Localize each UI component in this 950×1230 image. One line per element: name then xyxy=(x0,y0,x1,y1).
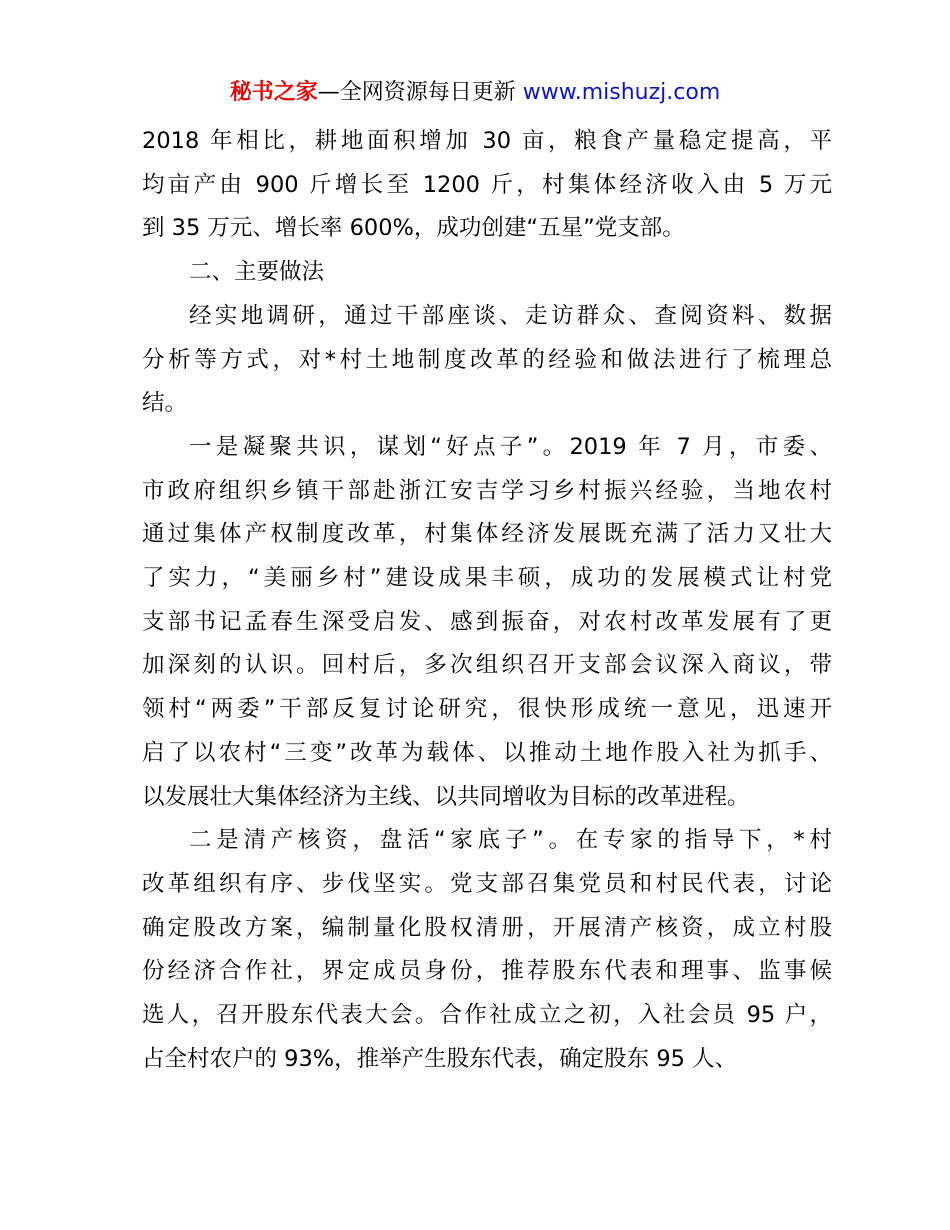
header-tagline: —全网资源每日更新 xyxy=(317,80,523,105)
text-line: 市政府组织乡镇干部赴浙江安吉学习乡村振兴经验，当地农村 xyxy=(142,477,832,504)
text-line: 二是清产核资，盘活“家底子”。在专家的指导下，*村 xyxy=(189,827,832,854)
text-line: 选人，召开股东代表大会。合作社成立之初，入社会员 95 户， xyxy=(142,1002,832,1029)
text-line: 确定股改方案，编制量化股权清册，开展清产核资，成立村股 xyxy=(142,914,832,941)
text-line: 通过集体产权制度改革，村集体经济发展既充满了活力又壮大 xyxy=(142,521,832,548)
heading-text: 二、主要做法 xyxy=(189,259,325,286)
document-body xyxy=(142,120,832,1081)
text-line: 经实地调研，通过干部座谈、走访群众、查阅资料、数据 xyxy=(189,302,832,329)
text-line: 均亩产由 900 斤增长至 1200 斤，村集体经济收入由 5 万元 xyxy=(142,171,832,198)
text-line: 结。 xyxy=(142,390,188,417)
text-line: 占全村农户的 93%，推举产生股东代表，确定股东 95 人、 xyxy=(142,1045,738,1072)
text-line: 到 35 万元、增长率 600%，成功创建“五星”党支部。 xyxy=(142,215,685,242)
site-url-link[interactable]: www.mishuzj.com xyxy=(522,80,721,105)
text-line: 份经济合作社，界定成员身份，推荐股东代表和理事、监事候 xyxy=(142,958,832,985)
paragraph xyxy=(142,819,832,1081)
brand-name: 秘书之家 xyxy=(229,80,318,105)
paragraph-continuation xyxy=(142,120,832,251)
text-line: 分析等方式，对*村土地制度改革的经验和做法进行了梳理总 xyxy=(142,346,832,373)
text-line: 领村“两委”干部反复讨论研究，很快形成统一意见，迅速开 xyxy=(142,696,832,723)
text-line: 启了以农村“三变”改革为载体、以推动土地作股入社为抓手、 xyxy=(142,739,832,766)
section-heading xyxy=(142,251,832,295)
text-line: 以发展壮大集体经济为主线、以共同增收为目标的改革进程。 xyxy=(142,783,750,810)
text-line: 改革组织有序、步伐坚实。党支部召集党员和村民代表，讨论 xyxy=(142,870,832,897)
page-header xyxy=(0,78,950,108)
text-line: 2018 年相比，耕地面积增加 30 亩，粮食产量稳定提高，平 xyxy=(142,128,832,154)
paragraph xyxy=(142,426,832,819)
text-line: 支部书记孟春生深受启发、感到振奋，对农村改革发展有了更 xyxy=(142,608,832,635)
text-line: 加深刻的认识。回村后，多次组织召开支部会议深入商议，带 xyxy=(142,652,832,679)
text-line: 了实力，“美丽乡村”建设成果丰硕，成功的发展模式让村党 xyxy=(142,565,832,592)
paragraph xyxy=(142,295,832,426)
text-line: 一是凝聚共识，谋划“好点子”。2019 年 7 月，市委、 xyxy=(189,433,832,460)
